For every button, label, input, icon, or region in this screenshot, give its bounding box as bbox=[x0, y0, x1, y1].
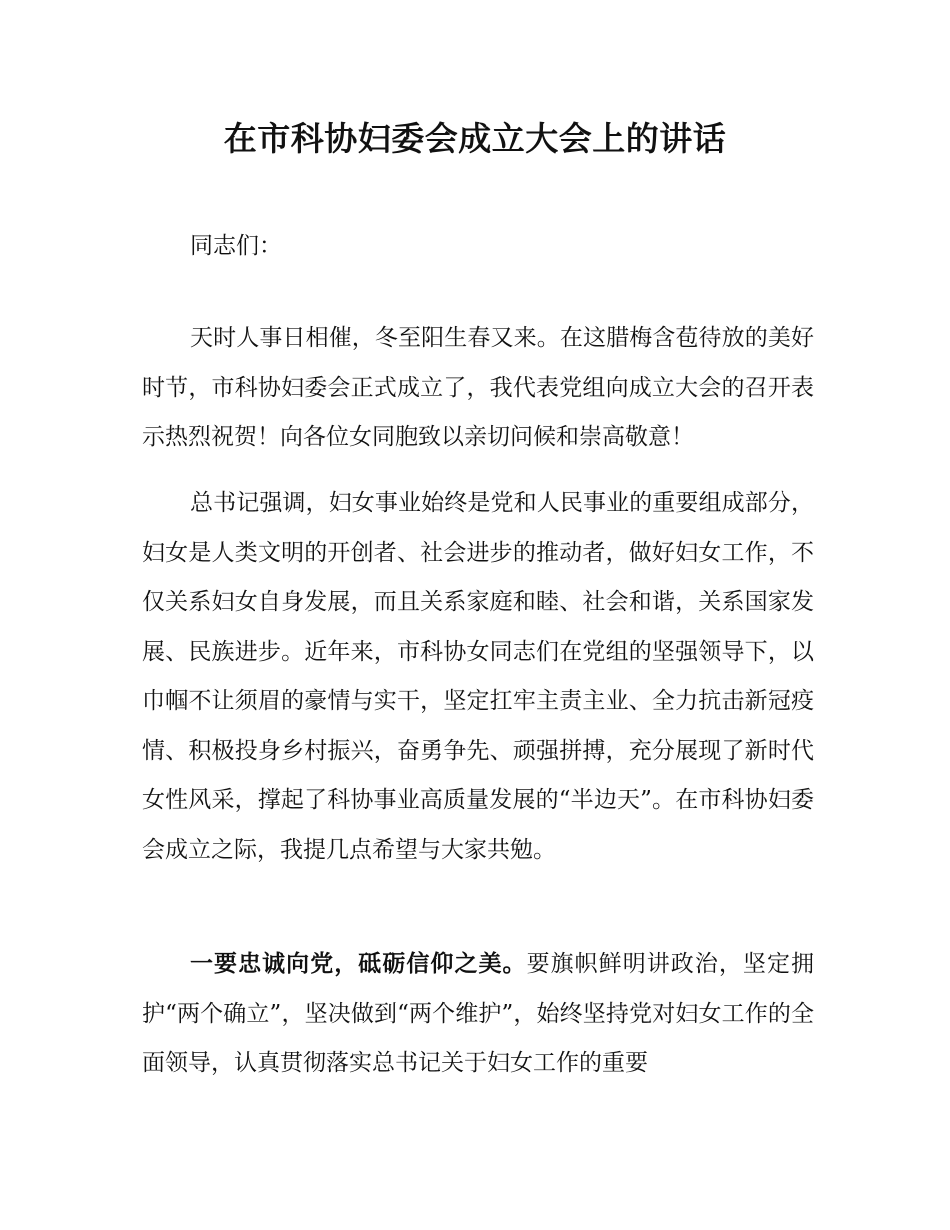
paragraph-text: 天时人事日相催，冬至阳生春又来。在这腊梅含苞待放的美好时节，市科协妇委会正式成立了，我代表党组向成立大会的召开表示热烈祝贺！向各位女同胞致以亲切问候和崇高敬意！ bbox=[142, 325, 814, 450]
document-title: 在市科协妇委会成立大会上的讲话 bbox=[223, 119, 727, 158]
salutation: 同志们： bbox=[190, 233, 282, 259]
paragraph-general-secretary bbox=[142, 479, 814, 875]
paragraph-point-one bbox=[142, 940, 814, 1089]
paragraph-lead: 一要忠诚向党，砥砺信仰之美。 bbox=[190, 951, 527, 977]
paragraph-text: 要旗帜鲜明讲政治，坚定拥护“两个确立”，坚决做到“两个维护”，始终坚持党对妇女工作的全面领导，认真贯彻落实总书记关于妇女工作的重要 bbox=[142, 951, 815, 1076]
paragraph-opening bbox=[142, 314, 814, 463]
paragraph-text: 总书记强调，妇女事业始终是党和人民事业的重要组成部分，妇女是人类文明的开创者、社会进步的推动者，做好妇女工作，不仅关系妇女自身发展，而且关系家庭和睦、社会和谐，关系国家发展、民族进步。近年来，市科协女同志们在党组的坚强领导下，以巾帼不让须眉的豪情与实干，坚定扛牢主责主业、全力抗击新冠疫情、积极投身乡村振兴，奋勇争先、顽强拼搏，充分展现了新时代女性风采，撑起了科协事业高质量发展的“半边天”。在市科协妇委会成立之际，我提几点希望与大家共勉。 bbox=[142, 490, 814, 863]
